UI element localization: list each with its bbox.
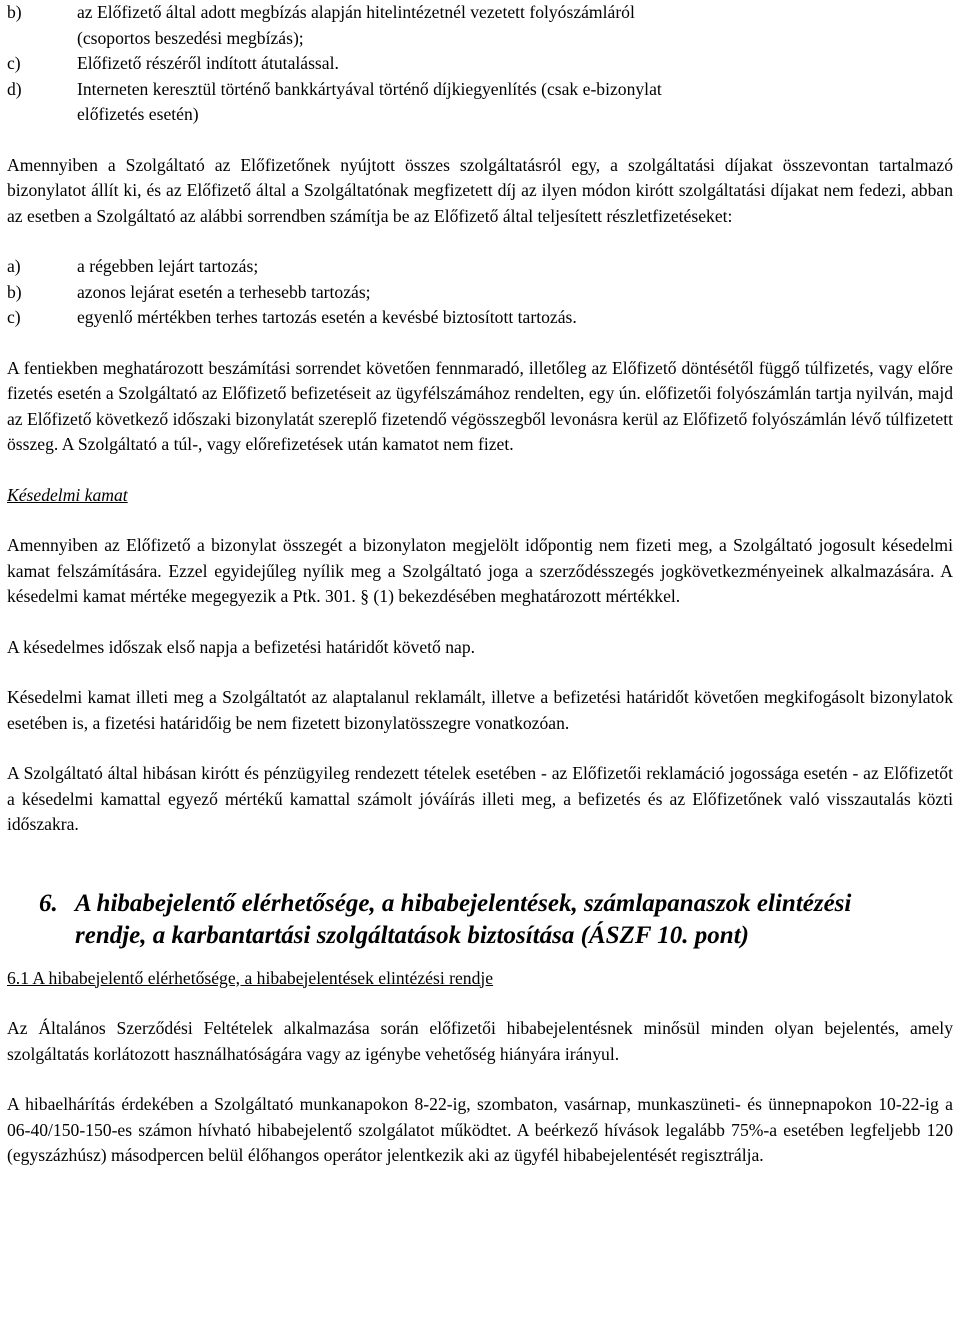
list-item-text: a régebben lejárt tartozás; [77,256,259,276]
list-item-continuation [7,26,953,52]
list-item [7,51,953,77]
list-marker: b) [7,2,22,22]
section-number: 6. [39,889,58,917]
list-marker: b) [7,281,22,302]
section-6-heading [7,888,953,952]
list-item [7,280,953,306]
late-interest-paragraph-4: A Szolgáltató által hibásan kirótt és pénzügyileg rendezett tételek esetében - az Előfizetői reklamáció jogossága esetén - az Előfizetőt a késedelmi kamattal egyező mértékű kamattal számolt jóváírás illeti meg, a befizetés és az Előfizetőnek való visszautalás közti időszakra. [7,763,953,834]
list-item-text: előfizetés esetén) [77,104,199,124]
offset-order-list [7,254,953,331]
list-item [7,254,953,280]
list-marker: c) [7,307,21,327]
section-6-paragraph-2: A hibaelhárítás érdekében a Szolgáltató munkanapokon 8-22-ig, szombaton, vasárnap, munkaszüneti- és ünnepnapokon 10-22-ig a 06-40/150-150-es számon hívható hibabejelentő szolgálatot működtet. A beérkező hívások legalább 75%-a esetében legfeljebb 120 (egyszázhúsz) másodpercen belül élőhangos operátor jelentkezik aki az ügyfél hibabejelentését regisztrálja. [7,1094,953,1165]
list-item-text: (csoportos beszedési megbízás); [77,27,304,48]
list-item-text: azonos lejárat esetén a terhesebb tartozás; [77,281,371,302]
overpayment-paragraph: A fentiekben meghatározott beszámítási sorrendet követően fennmaradó, illetőleg az Előfizető döntésétől függő túlfizetés, vagy előre fizetés esetén a Szolgáltató az Előfizető befizetéseit az ügyfélszámához rendelten, egy ún. előfizetői folyószámlán tartja nyilván, majd az Előfizető következő időszaki bizonylatát szereplő fizetendő végösszegből levonásra kerül az Előfizető folyószámlán lévő túlfizetett összeg. A Szolgáltató a túl-, vagy előrefizetések után kamatot nem fizet. [7,357,953,454]
payment-methods-list [7,0,953,128]
list-item [7,305,953,331]
section-title-line-2: rendje, a karbantartási szolgáltatások biztosítása (ÁSZF 10. pont) [75,921,749,949]
list-item-text: Előfizető részéről indított átutalással. [77,53,339,73]
late-interest-paragraph-3: Késedelmi kamat illeti meg a Szolgáltatót az alaptalanul reklamált, illetve a befizetési határidőt követően megkifogásolt bizonylatok esetében is, a fizetési határidőig be nem fizetett bizonylatösszegre vonatkozóan. [7,687,953,733]
section-title-line-1: A hibabejelentő elérhetősége, a hibabejelentések, számlapanaszok elintézési [75,889,852,917]
list-item-text: az Előfizető által adott megbízás alapján hitelintézetnél vezetett folyószámláról [77,2,635,22]
list-item-continuation [7,102,953,128]
section-6-paragraph-1: Az Általános Szerződési Feltételek alkalmazása során előfizetői hibabejelentésnek minősül minden olyan bejelentés, amely szolgáltatás korlátozott használhatóságára vagy az igénybe vehetőség hiányára irányul. [7,1018,953,1064]
list-marker: a) [7,256,21,276]
list-item [7,77,953,103]
list-item [7,0,953,26]
list-marker: d) [7,78,22,99]
late-interest-paragraph-2: A késedelmes időszak első napja a befizetési határidőt követő nap. [7,636,476,657]
list-item-text: egyenlő mértékben terhes tartozás esetén a kevésbé biztosított tartozás. [77,307,577,327]
late-interest-heading: Késedelmi kamat [7,484,128,505]
list-item-text: Interneten keresztül történő bankkártyával történő díjkiegyenlítés (csak e-bizonylat [77,78,662,99]
list-marker: c) [7,53,21,73]
subsection-6-1-title: 6.1 A hibabejelentő elérhetősége, a hibabejelentések elintézési rendje [7,967,494,988]
late-interest-paragraph-1: Amennyiben az Előfizető a bizonylat összegét a bizonylaton megjelölt időpontig nem fizeti meg, a Szolgáltató jogosult késedelmi kamat felszámítására. Ezzel egyidejűleg nyílik meg a Szolgáltató joga a szerződésszegés jogkövetkezményeinek alkalmazására. A késedelmi kamat mértéke megegyezik a Ptk. 301. § (1) bekezdésében meghatározott mértékkel. [7,535,953,606]
offset-paragraph: Amennyiben a Szolgáltató az Előfizetőnek nyújtott összes szolgáltatásról egy, a szolgáltatási díjakat összevontan tartalmazó bizonylatot állít ki, és az Előfizető által a Szolgáltatónak megfizetett díj az ilyen módon kirótt szolgáltatási díjakat nem fedezi, abban az esetben a Szolgáltató az alábbi sorrendben számítja be az Előfizető által teljesített részletfizetéseket: [7,154,953,226]
